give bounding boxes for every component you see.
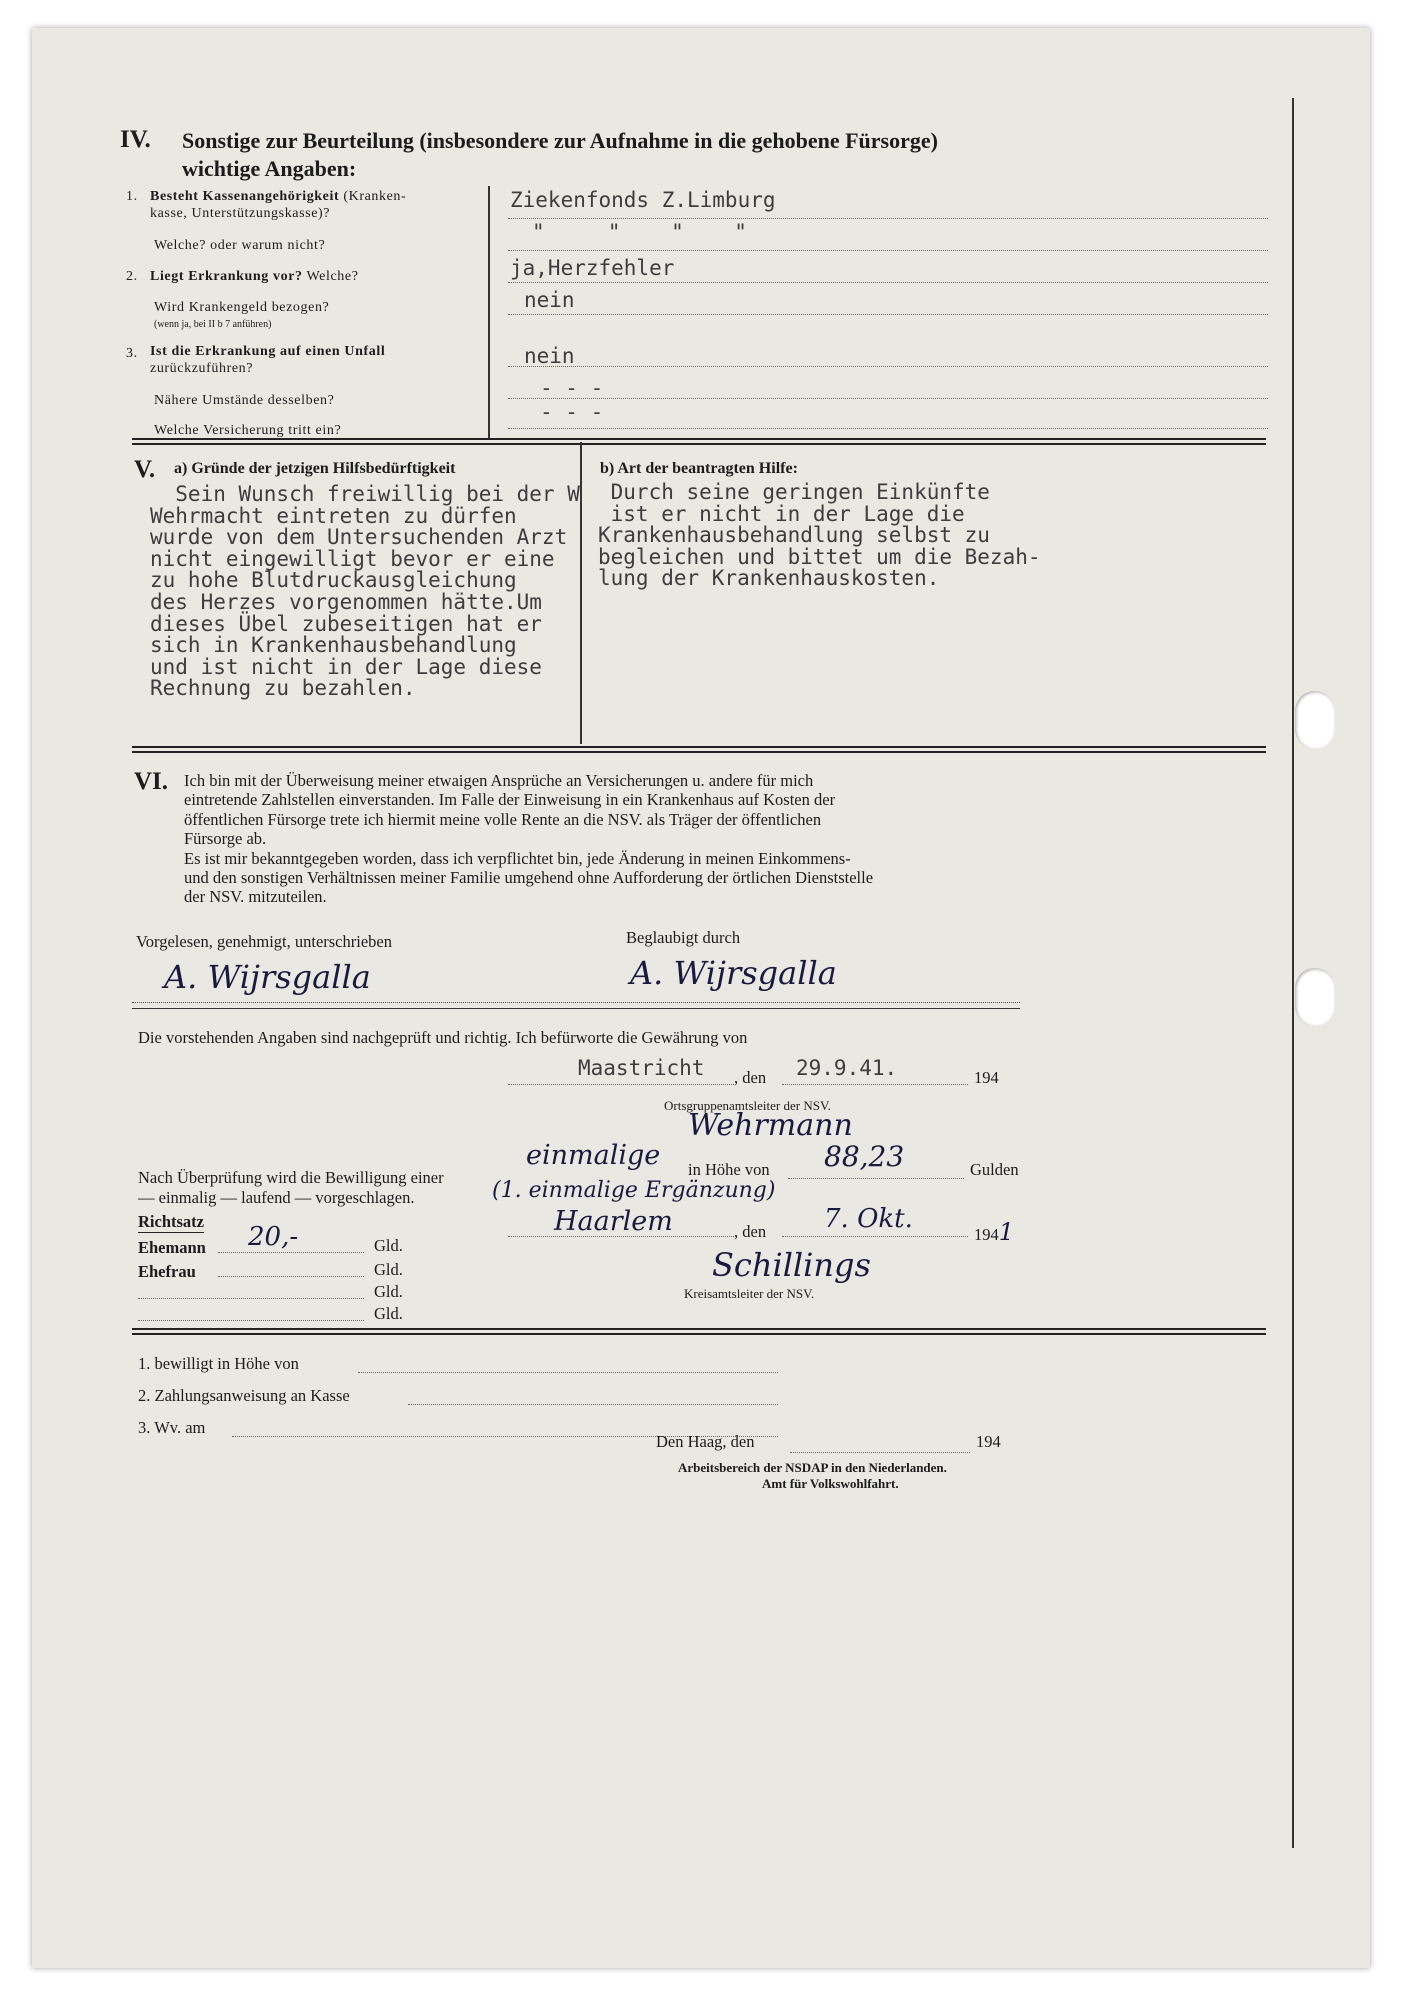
authority-line-2: Amt für Volkswohlfahrt. (762, 1476, 899, 1491)
answer-line (508, 250, 1268, 251)
q1-label-2: kasse, Unterstützungskasse)? (150, 206, 331, 221)
ortsgruppe-signature: Wehrmann (688, 1108, 853, 1143)
date-line (782, 1084, 968, 1085)
richtsatz-label: Richtsatz (138, 1212, 204, 1231)
section-v-a-label: a) Gründe der jetzigen Hilfsbedürftigkeit (174, 460, 456, 477)
approval-line-2: — einmalig — laufend — vorgeschlagen. (138, 1188, 415, 1207)
approval-date: 7. Okt. (824, 1204, 913, 1234)
gld-label: Gld. (374, 1282, 403, 1301)
ehemann-label: Ehemann (138, 1238, 206, 1257)
verification-date: 29.9.41. (796, 1056, 898, 1080)
currency-label: Gulden (970, 1160, 1019, 1179)
q3-number: 3. (126, 346, 138, 361)
gld-label: Gld. (374, 1260, 403, 1279)
answer-line (508, 398, 1268, 399)
section-divider (132, 746, 1266, 753)
applicant-signature: A. Wijrsgalla (164, 958, 371, 996)
q2-label: Liegt Erkrankung vor? (150, 269, 303, 284)
ehemann-value: 20,- (248, 1222, 299, 1252)
q3-sub-label-2: Welche Versicherung tritt ein? (154, 423, 342, 438)
section-iv-heading: Sonstige zur Beurteilung (insbesondere zur Aufnahme in die gehobene Fürsorge) (182, 128, 938, 153)
final-line (358, 1372, 778, 1373)
final-place: Den Haag, den (656, 1432, 755, 1451)
q3-answer: nein (524, 344, 575, 368)
q3-sub-answer-1: - - - (540, 376, 604, 400)
ehefrau-label: Ehefrau (138, 1262, 196, 1281)
q3-label-2: zurückzuführen? (150, 361, 254, 376)
q1-number: 1. (126, 189, 138, 204)
rate-line (138, 1320, 364, 1321)
form-page (32, 28, 1370, 1968)
q1-label-rest: (Kranken- (343, 189, 407, 204)
approval-year-prefix: 194 (974, 1225, 999, 1244)
final-item-2: 2. Zahlungsanweisung an Kasse (138, 1386, 350, 1405)
certified-label: Beglaubigt durch (626, 928, 741, 947)
q2-sub-label: Wird Krankengeld bezogen? (154, 300, 330, 315)
ortsgruppe-title: Ortsgruppenamtsleiter der NSV. (664, 1098, 831, 1113)
q3-sub-answer-2: - - - (540, 400, 604, 424)
answer-line (508, 218, 1268, 219)
q2-note: (wenn ja, bei II b 7 anführen) (154, 319, 272, 330)
answer-line (508, 428, 1268, 429)
amount-line (788, 1178, 964, 1179)
authority-line-1: Arbeitsbereich der NSDAP in den Niederlanden. (678, 1460, 947, 1475)
section-iv-divider (488, 186, 490, 438)
q1-sub-answer: " " " " (532, 220, 747, 244)
place-line (508, 1236, 734, 1237)
punch-hole (1295, 968, 1335, 1026)
approval-note-handwritten: (1. einmalige Ergänzung) (492, 1178, 776, 1203)
section-v-numeral: V. (134, 456, 156, 483)
signature-line (132, 1008, 1020, 1009)
signature-line (132, 1002, 1020, 1003)
certifier-signature: A. Wijrsgalla (630, 954, 837, 992)
approval-den: , den (734, 1222, 767, 1241)
q1-answer: Ziekenfonds Z.Limburg (510, 188, 776, 212)
final-item-1: 1. bewilligt in Höhe von (138, 1354, 299, 1373)
section-vi-numeral: VI. (134, 768, 169, 795)
section-divider (132, 438, 1266, 445)
section-v-b-label: b) Art der beantragten Hilfe: (600, 460, 798, 477)
verification-den: , den (734, 1068, 767, 1087)
final-year: 194 (976, 1432, 1001, 1451)
section-v-divider (580, 442, 582, 744)
gld-label: Gld. (374, 1236, 403, 1255)
q3-label: Ist die Erkrankung auf einen Unfall (150, 344, 386, 359)
section-vi-text: Ich bin mit der Überweisung meiner etwaigen Ansprüche an Versicherungen u. andere für mich eintretende Zahlstellen einverstanden. Im Falle der Einweisung in ein Krankenhaus auf Kosten der öffentlichen Fürsorge trete ich hiermit meine volle Rente an die NSV. als Träger der öffentlichen Fürsorge ab. Es ist mir bekanntgegeben worden, dass ich verpflichtet bin, jede Änderung in meinen Einkommens- und den sonstigen Verhältnissen meiner Familie umgehend ohne Aufforderung der örtlichen Dienststelle der NSV. mitzuteilen. (184, 771, 874, 907)
q1-label: Besteht Kassenangehörigkeit (150, 189, 340, 204)
final-line (408, 1404, 778, 1405)
verification-statement: Die vorstehenden Angaben sind nachgeprüft und richtig. Ich befürworte die Gewährung von (138, 1028, 748, 1047)
verification-place: Maastricht (578, 1056, 705, 1080)
approval-amount: 88,23 (824, 1140, 905, 1173)
place-line (508, 1084, 734, 1085)
q2-label-rest: Welche? (306, 269, 359, 284)
section-iv-numeral: IV. (120, 126, 151, 153)
kreisamt-title: Kreisamtsleiter der NSV. (684, 1286, 815, 1301)
date-line (782, 1236, 968, 1237)
signed-label: Vorgelesen, genehmigt, unterschrieben (136, 932, 392, 951)
q2-number: 2. (126, 269, 138, 284)
amount-label: in Höhe von (688, 1160, 770, 1179)
right-border-line (1292, 98, 1294, 1848)
verification-year: 194 (974, 1068, 999, 1087)
approval-type-handwritten: einmalige (526, 1140, 661, 1171)
rate-line (138, 1298, 364, 1299)
rate-line (218, 1252, 364, 1253)
rate-line (218, 1276, 364, 1277)
q2-sub-answer: nein (524, 288, 575, 312)
kreisamt-signature: Schillings (712, 1246, 871, 1284)
final-item-3: 3. Wv. am (138, 1418, 206, 1437)
q1-sub-label: Welche? oder warum nicht? (154, 238, 326, 253)
approval-line-1: Nach Überprüfung wird die Bewilligung einer (138, 1168, 444, 1187)
approval-place: Haarlem (554, 1206, 673, 1237)
section-divider (132, 1328, 1266, 1335)
gld-label: Gld. (374, 1304, 403, 1323)
punch-hole (1295, 691, 1335, 749)
final-date-line (790, 1452, 970, 1453)
section-v-a-text: Sein Wunsch freiwillig bei der W Wehrmacht eintreten zu dürfen wurde von dem Untersuchenden Arzt nicht eingewilligt bevor er eine zu hohe Blutdruckausgleichung des Herzes vorgenommen hätte.Um dieses Übel zubeseitigen hat er sich in Krankenhausbehandlung und ist nicht in der Lage diese Rechnung zu bezahlen. (150, 482, 580, 701)
approval-year-suffix: 1 (998, 1218, 1015, 1246)
answer-line (508, 314, 1268, 315)
section-iv-heading-2: wichtige Angaben: (182, 156, 357, 181)
q3-sub-label-1: Nähere Umstände desselben? (154, 393, 335, 408)
answer-line (508, 282, 1268, 283)
section-v-b-text: Durch seine geringen Einkünfte ist er nicht in der Lage die Krankenhausbehandlung selbst zu begleichen und bittet um die Bezah- lung der Krankenhauskosten. (598, 480, 1041, 591)
answer-line (508, 366, 1268, 367)
q2-answer: ja,Herzfehler (510, 256, 675, 280)
